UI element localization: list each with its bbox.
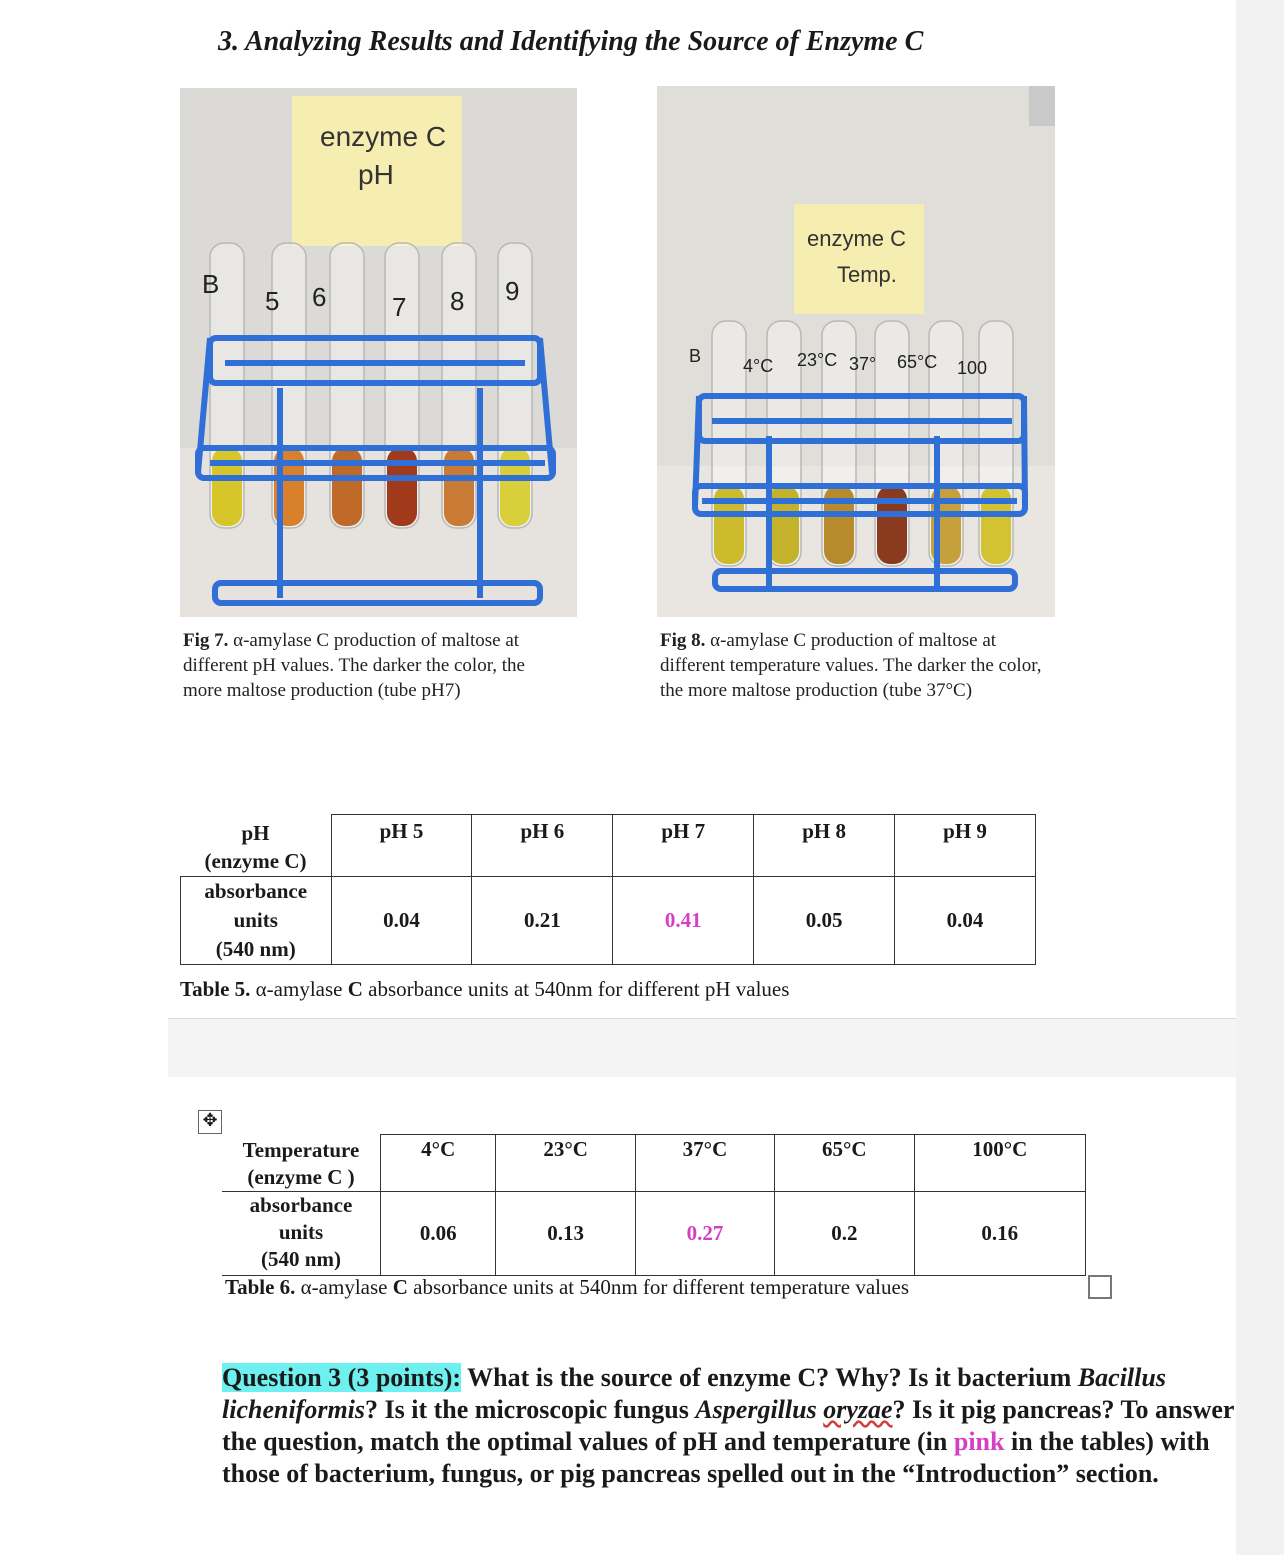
fig7-caption-label: Fig 7. — [183, 630, 229, 651]
fig8-tube-label: 23°C — [797, 350, 838, 370]
question-pink-word: pink — [953, 1427, 1005, 1456]
table5-col-header: pH 7 — [613, 815, 754, 877]
table5-value-highlight: 0.41 — [613, 877, 754, 965]
fig8-tube-label: B — [689, 346, 702, 366]
table6-row-label: absorbance units (540 nm) — [222, 1191, 381, 1275]
fig7-caption-text: α-amylase C production of maltose at different pH values. The darker the color, the more maltose production (tube pH7) — [183, 630, 525, 701]
table5-header-label: pH (enzyme C) — [181, 815, 332, 877]
tube-liquid — [500, 448, 530, 526]
table5-caption-label: Table 5. — [180, 977, 251, 1001]
table6-caption-post: absorbance units at 540nm for different temperature values — [413, 1275, 910, 1299]
table5-col-header: pH 6 — [472, 815, 613, 877]
table5 — [180, 814, 1036, 965]
table6-header-label: Temperature (enzyme C ) — [222, 1135, 381, 1192]
fig7-tube-label: 8 — [450, 286, 465, 316]
question-text-3: ? Is it pig pancreas? To answer the question, match the optimal values of pH and temperature (in — [222, 1395, 1234, 1456]
fig7-sticky-note — [292, 96, 462, 246]
fig8-caption-text: α-amylase C production of maltose at different temperature values. The darker the color, the more maltose production (tube 37°C) — [660, 630, 1042, 701]
table6-value-highlight: 0.27 — [635, 1191, 774, 1275]
fig7-tube-label: 7 — [392, 292, 407, 322]
tube-liquid — [332, 448, 362, 526]
fig8-sticky-note — [794, 204, 924, 314]
table5-value: 0.04 — [895, 877, 1036, 965]
fig8-note-line1: enzyme C — [807, 226, 907, 251]
table5-col-header: pH 8 — [754, 815, 895, 877]
table5-value: 0.21 — [472, 877, 613, 965]
tube-liquid — [387, 448, 417, 526]
fig7-tube-label: B — [202, 269, 220, 299]
tube-liquid — [714, 486, 744, 564]
table5-col-header: pH 9 — [895, 815, 1036, 877]
table6-col-header: 23°C — [496, 1135, 635, 1192]
fig8-photo — [657, 86, 1055, 617]
fig7-photo — [180, 88, 577, 617]
fig7-note-line1: enzyme C — [320, 121, 447, 152]
table6-caption-bold: C — [392, 1275, 408, 1299]
question-text-2: ? Is it the microscopic fungus — [365, 1395, 696, 1424]
table6-value: 0.16 — [914, 1191, 1086, 1275]
fig8-note-line2: Temp. — [837, 262, 897, 287]
table-move-handle-icon[interactable]: ✥ — [198, 1110, 222, 1134]
table6-caption-label: Table 6. — [225, 1275, 296, 1299]
table5-caption-post: absorbance units at 540nm for different pH values — [368, 977, 790, 1001]
fig7-caption — [183, 628, 563, 703]
table6-value: 0.13 — [496, 1191, 635, 1275]
fig7-note-line2: pH — [358, 159, 394, 190]
tube-liquid — [877, 486, 907, 564]
fig7-tube-label: 9 — [505, 276, 520, 306]
fig8-caption-label: Fig 8. — [660, 630, 706, 651]
fig8-caption — [660, 628, 1055, 703]
right-gutter — [1236, 0, 1284, 1555]
table6-col-header: 37°C — [635, 1135, 774, 1192]
fig8-tube-label: 4°C — [743, 356, 774, 376]
table6-caption-pre: α-amylase — [300, 1275, 388, 1299]
tube-liquid — [212, 448, 242, 526]
table5-value: 0.04 — [331, 877, 472, 965]
question-fungus-genus: Aspergillus — [695, 1395, 817, 1424]
table5-caption-bold: C — [347, 977, 363, 1001]
table5-row-label: absorbance units (540 nm) — [181, 877, 332, 965]
question-3 — [222, 1362, 1234, 1490]
table-end-cell-marker[interactable] — [1088, 1275, 1112, 1299]
section-heading: 3. Analyzing Results and Identifying the Source of Enzyme C — [218, 26, 924, 57]
tube-liquid — [444, 448, 474, 526]
table6 — [222, 1134, 1086, 1276]
table6-col-header: 100°C — [914, 1135, 1086, 1192]
table6-value: 0.2 — [775, 1191, 914, 1275]
table6-value: 0.06 — [381, 1191, 496, 1275]
fig7-tube-label: 5 — [265, 286, 280, 316]
table6-col-header: 4°C — [381, 1135, 496, 1192]
question-text-4: in the tables) with those of bacterium, fungus, or pig pancreas spelled out in the “Introduction” section. — [222, 1427, 1210, 1488]
tube-liquid — [981, 486, 1011, 564]
question-bacterium: Bacillus licheniformis — [222, 1363, 1166, 1424]
table5-col-header: pH 5 — [331, 815, 472, 877]
fig8-tube-label: 65°C — [897, 352, 938, 372]
table6-col-header: 65°C — [775, 1135, 914, 1192]
tube-liquid — [769, 486, 799, 564]
fig8-tube-label: 37° — [849, 354, 877, 374]
question-label: Question 3 (3 points): — [222, 1363, 462, 1392]
table5-caption — [180, 977, 789, 1002]
page-break-band — [168, 1018, 1236, 1077]
fig8-tube-label: 100 — [957, 358, 988, 378]
question-fungus-species: oryzae — [823, 1395, 893, 1424]
table5-value: 0.05 — [754, 877, 895, 965]
question-text-1: What is the source of enzyme C? Why? Is it bacterium — [461, 1363, 1078, 1392]
table5-caption-pre: α-amylase — [255, 977, 343, 1001]
fig7-tube-label: 6 — [312, 282, 327, 312]
table6-caption — [225, 1275, 909, 1300]
tube-liquid — [824, 486, 854, 564]
